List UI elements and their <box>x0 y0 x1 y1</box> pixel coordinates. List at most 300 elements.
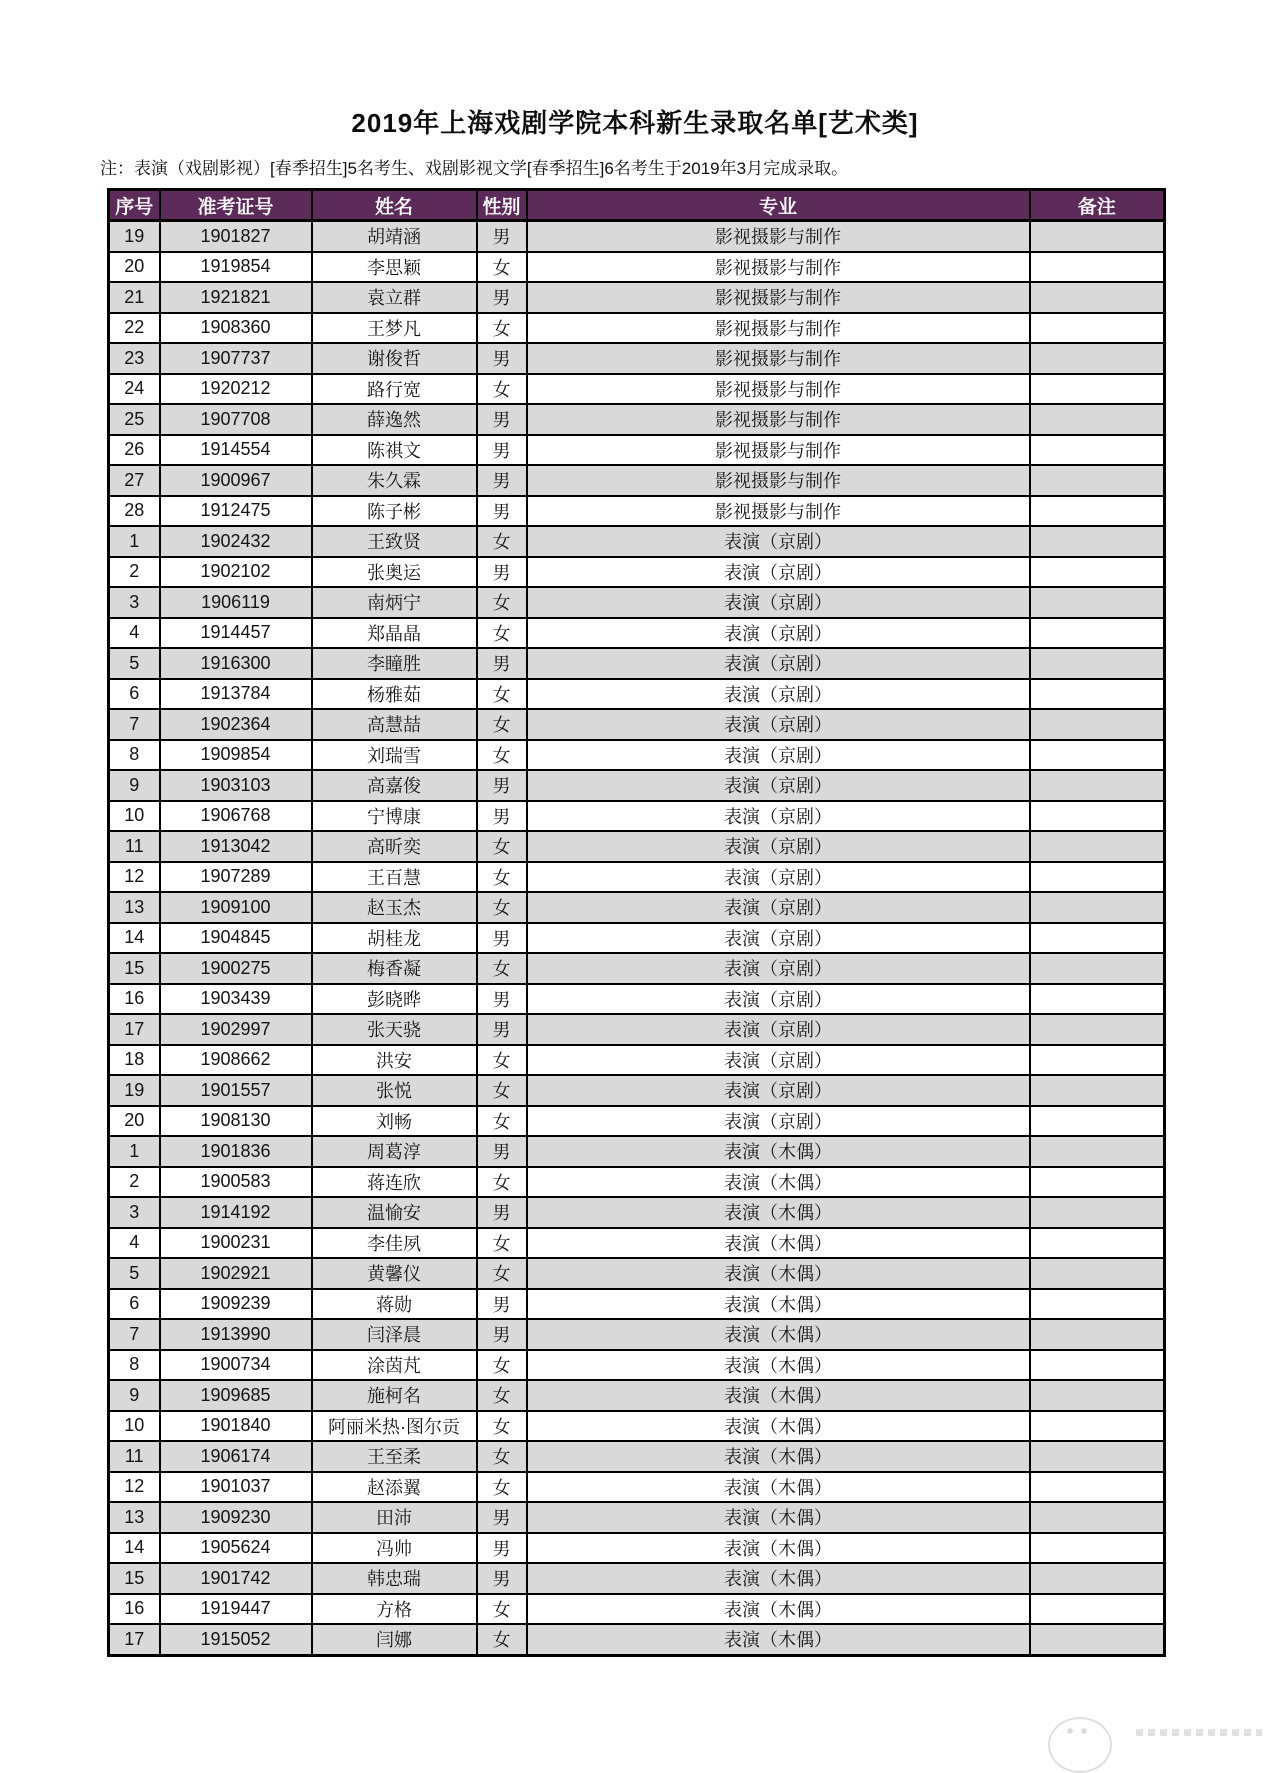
cell-gender: 男 <box>477 1197 527 1228</box>
cell-gender: 女 <box>477 1472 527 1503</box>
cell-exam-id: 1913042 <box>160 831 312 862</box>
cell-seq: 10 <box>109 1411 160 1442</box>
cell-major: 表演（木偶） <box>527 1533 1030 1564</box>
cell-seq: 28 <box>109 496 160 527</box>
cell-gender: 女 <box>477 1411 527 1442</box>
cell-exam-id: 1920212 <box>160 374 312 405</box>
cell-major: 影视摄影与制作 <box>527 496 1030 527</box>
cell-exam-id: 1907737 <box>160 343 312 374</box>
cell-major: 表演（木偶） <box>527 1411 1030 1442</box>
cell-gender: 男 <box>477 770 527 801</box>
cell-exam-id: 1901557 <box>160 1075 312 1106</box>
cell-exam-id: 1909230 <box>160 1502 312 1533</box>
cell-seq: 13 <box>109 892 160 923</box>
cell-gender: 女 <box>477 374 527 405</box>
cell-name: 方格 <box>312 1594 477 1625</box>
cell-exam-id: 1900275 <box>160 953 312 984</box>
cell-gender: 男 <box>477 282 527 313</box>
table-row <box>109 862 1165 893</box>
table-row <box>109 1136 1165 1167</box>
cell-seq: 13 <box>109 1502 160 1533</box>
table-row <box>109 1472 1165 1503</box>
cell-seq: 24 <box>109 374 160 405</box>
cell-seq: 18 <box>109 1045 160 1076</box>
cell-remarks <box>1030 801 1165 832</box>
cell-major: 表演（京剧） <box>527 770 1030 801</box>
cell-seq: 16 <box>109 984 160 1015</box>
cell-name: 温愉安 <box>312 1197 477 1228</box>
cell-name: 刘畅 <box>312 1106 477 1137</box>
cell-exam-id: 1901840 <box>160 1411 312 1442</box>
table-row <box>109 1380 1165 1411</box>
cell-major: 表演（京剧） <box>527 1014 1030 1045</box>
cell-seq: 7 <box>109 1319 160 1350</box>
cell-gender: 女 <box>477 709 527 740</box>
cell-remarks <box>1030 892 1165 923</box>
col-header-gender: 性别 <box>477 190 527 221</box>
cell-gender: 女 <box>477 1380 527 1411</box>
cell-major: 表演（京剧） <box>527 526 1030 557</box>
cell-remarks <box>1030 313 1165 344</box>
cell-gender: 男 <box>477 1563 527 1594</box>
cell-major: 表演（京剧） <box>527 801 1030 832</box>
cell-gender: 男 <box>477 496 527 527</box>
cell-seq: 17 <box>109 1624 160 1655</box>
cell-exam-id: 1909100 <box>160 892 312 923</box>
table-row <box>109 618 1165 649</box>
cell-name: 梅香凝 <box>312 953 477 984</box>
cell-name: 周葛淳 <box>312 1136 477 1167</box>
cell-gender: 女 <box>477 1106 527 1137</box>
cell-seq: 14 <box>109 1533 160 1564</box>
cell-exam-id: 1906119 <box>160 587 312 618</box>
cell-exam-id: 1912475 <box>160 496 312 527</box>
cell-major: 表演（木偶） <box>527 1228 1030 1259</box>
table-row <box>109 1228 1165 1259</box>
cell-gender: 女 <box>477 252 527 283</box>
cell-gender: 男 <box>477 1533 527 1564</box>
table-row <box>109 587 1165 618</box>
cell-remarks <box>1030 1472 1165 1503</box>
cell-remarks <box>1030 435 1165 466</box>
cell-seq: 9 <box>109 1380 160 1411</box>
cell-gender: 男 <box>477 1289 527 1320</box>
table-row <box>109 831 1165 862</box>
cell-remarks <box>1030 374 1165 405</box>
cell-exam-id: 1906174 <box>160 1441 312 1472</box>
cell-exam-id: 1915052 <box>160 1624 312 1655</box>
cell-remarks <box>1030 1441 1165 1472</box>
cell-exam-id: 1919854 <box>160 252 312 283</box>
cell-seq: 12 <box>109 1472 160 1503</box>
cell-gender: 男 <box>477 557 527 588</box>
cell-seq: 15 <box>109 953 160 984</box>
cell-major: 表演（京剧） <box>527 984 1030 1015</box>
table-row <box>109 1075 1165 1106</box>
cell-major: 表演（京剧） <box>527 1106 1030 1137</box>
cell-gender: 男 <box>477 923 527 954</box>
cell-name: 闫泽晨 <box>312 1319 477 1350</box>
cell-seq: 2 <box>109 1167 160 1198</box>
table-row <box>109 953 1165 984</box>
cell-major: 表演（木偶） <box>527 1502 1030 1533</box>
cell-exam-id: 1900583 <box>160 1167 312 1198</box>
cell-major: 表演（京剧） <box>527 557 1030 588</box>
page-content <box>100 0 1163 1657</box>
cell-exam-id: 1908130 <box>160 1106 312 1137</box>
note-line: 注：表演（戏剧影视）[春季招生]5名考生、戏剧影视文学[春季招生]6名考生于2019年3月完成录取。 <box>100 159 849 178</box>
cell-remarks <box>1030 1045 1165 1076</box>
cell-remarks <box>1030 1289 1165 1320</box>
cell-remarks <box>1030 1350 1165 1381</box>
cell-remarks <box>1030 526 1165 557</box>
cell-major: 表演（木偶） <box>527 1472 1030 1503</box>
cell-major: 表演（木偶） <box>527 1258 1030 1289</box>
cell-exam-id: 1900967 <box>160 465 312 496</box>
cell-major: 影视摄影与制作 <box>527 282 1030 313</box>
cell-gender: 女 <box>477 1258 527 1289</box>
cell-name: 洪安 <box>312 1045 477 1076</box>
cell-gender: 女 <box>477 679 527 710</box>
table-row <box>109 1441 1165 1472</box>
cell-name: 蒋勋 <box>312 1289 477 1320</box>
cell-exam-id: 1913784 <box>160 679 312 710</box>
cell-remarks <box>1030 862 1165 893</box>
cell-remarks <box>1030 709 1165 740</box>
table-row <box>109 1533 1165 1564</box>
cell-name: 高慧喆 <box>312 709 477 740</box>
col-header-major: 专业 <box>527 190 1030 221</box>
cell-remarks <box>1030 1106 1165 1137</box>
cell-gender: 男 <box>477 648 527 679</box>
cell-gender: 女 <box>477 740 527 771</box>
cell-major: 影视摄影与制作 <box>527 465 1030 496</box>
col-header-exam-id: 准考证号 <box>160 190 312 221</box>
table-header <box>109 190 1165 221</box>
table-row <box>109 1624 1165 1655</box>
cell-exam-id: 1914554 <box>160 435 312 466</box>
cell-remarks <box>1030 679 1165 710</box>
cell-exam-id: 1909239 <box>160 1289 312 1320</box>
table-row <box>109 343 1165 374</box>
cell-major: 影视摄影与制作 <box>527 343 1030 374</box>
cell-seq: 3 <box>109 1197 160 1228</box>
table-row <box>109 496 1165 527</box>
cell-major: 表演（京剧） <box>527 1075 1030 1106</box>
cell-seq: 4 <box>109 618 160 649</box>
cell-major: 表演（木偶） <box>527 1136 1030 1167</box>
cell-remarks <box>1030 1563 1165 1594</box>
cell-seq: 26 <box>109 435 160 466</box>
cell-gender: 女 <box>477 1441 527 1472</box>
table-row <box>109 1045 1165 1076</box>
cell-gender: 女 <box>477 526 527 557</box>
cell-exam-id: 1913990 <box>160 1319 312 1350</box>
cell-seq: 5 <box>109 1258 160 1289</box>
table-row <box>109 526 1165 557</box>
cell-seq: 20 <box>109 252 160 283</box>
table-row <box>109 679 1165 710</box>
cell-name: 胡桂龙 <box>312 923 477 954</box>
table-row <box>109 465 1165 496</box>
admission-table <box>107 188 1166 1657</box>
table-row <box>109 313 1165 344</box>
cell-name: 李瞳胜 <box>312 648 477 679</box>
cell-name: 王至柔 <box>312 1441 477 1472</box>
cell-gender: 女 <box>477 1045 527 1076</box>
cell-gender: 女 <box>477 1594 527 1625</box>
cell-exam-id: 1901827 <box>160 221 312 252</box>
cell-name: 闫娜 <box>312 1624 477 1655</box>
cell-exam-id: 1907708 <box>160 404 312 435</box>
cell-exam-id: 1902921 <box>160 1258 312 1289</box>
cell-name: 黄馨仪 <box>312 1258 477 1289</box>
cell-gender: 男 <box>477 343 527 374</box>
table-row <box>109 221 1165 252</box>
cell-exam-id: 1916300 <box>160 648 312 679</box>
table-row <box>109 374 1165 405</box>
cell-remarks <box>1030 953 1165 984</box>
cell-seq: 16 <box>109 1594 160 1625</box>
cell-seq: 9 <box>109 770 160 801</box>
cell-gender: 女 <box>477 953 527 984</box>
cell-remarks <box>1030 1411 1165 1442</box>
cell-exam-id: 1903439 <box>160 984 312 1015</box>
cell-exam-id: 1905624 <box>160 1533 312 1564</box>
cell-major: 表演（京剧） <box>527 953 1030 984</box>
cell-major: 表演（木偶） <box>527 1624 1030 1655</box>
cell-seq: 8 <box>109 740 160 771</box>
cell-name: 郑晶晶 <box>312 618 477 649</box>
cell-gender: 女 <box>477 862 527 893</box>
cell-seq: 4 <box>109 1228 160 1259</box>
cell-remarks <box>1030 221 1165 252</box>
cell-exam-id: 1903103 <box>160 770 312 801</box>
cell-seq: 8 <box>109 1350 160 1381</box>
cell-major: 表演（木偶） <box>527 1594 1030 1625</box>
table-row <box>109 1014 1165 1045</box>
cell-gender: 男 <box>477 404 527 435</box>
cell-gender: 男 <box>477 465 527 496</box>
table-row <box>109 1197 1165 1228</box>
table-row <box>109 1167 1165 1198</box>
cell-seq: 21 <box>109 282 160 313</box>
cell-remarks <box>1030 1014 1165 1045</box>
col-header-name: 姓名 <box>312 190 477 221</box>
cell-name: 朱久霖 <box>312 465 477 496</box>
header-row <box>109 190 1165 221</box>
cell-gender: 女 <box>477 1624 527 1655</box>
cell-seq: 27 <box>109 465 160 496</box>
cell-seq: 19 <box>109 221 160 252</box>
cell-gender: 女 <box>477 587 527 618</box>
cell-remarks <box>1030 923 1165 954</box>
cell-major: 表演（京剧） <box>527 679 1030 710</box>
cell-major: 影视摄影与制作 <box>527 435 1030 466</box>
table-row <box>109 709 1165 740</box>
cell-major: 影视摄影与制作 <box>527 313 1030 344</box>
cell-seq: 11 <box>109 1441 160 1472</box>
cell-seq: 25 <box>109 404 160 435</box>
cell-remarks <box>1030 1075 1165 1106</box>
cell-major: 表演（京剧） <box>527 587 1030 618</box>
cell-major: 表演（木偶） <box>527 1380 1030 1411</box>
watermark-logo <box>1048 1717 1112 1773</box>
cell-remarks <box>1030 1228 1165 1259</box>
table-row <box>109 404 1165 435</box>
cell-gender: 女 <box>477 831 527 862</box>
table-row <box>109 1411 1165 1442</box>
cell-seq: 14 <box>109 923 160 954</box>
cell-major: 影视摄影与制作 <box>527 221 1030 252</box>
cell-gender: 女 <box>477 1075 527 1106</box>
table-row <box>109 1106 1165 1137</box>
cell-major: 表演（木偶） <box>527 1319 1030 1350</box>
cell-gender: 女 <box>477 313 527 344</box>
table-row <box>109 1563 1165 1594</box>
cell-exam-id: 1902997 <box>160 1014 312 1045</box>
cell-name: 张奥运 <box>312 557 477 588</box>
cell-gender: 男 <box>477 1319 527 1350</box>
cell-remarks <box>1030 648 1165 679</box>
table-row <box>109 984 1165 1015</box>
cell-remarks <box>1030 770 1165 801</box>
cell-seq: 11 <box>109 831 160 862</box>
cell-name: 韩忠瑞 <box>312 1563 477 1594</box>
cell-remarks <box>1030 404 1165 435</box>
cell-gender: 男 <box>477 984 527 1015</box>
table-row <box>109 1502 1165 1533</box>
cell-exam-id: 1906768 <box>160 801 312 832</box>
cell-name: 蒋连欣 <box>312 1167 477 1198</box>
table-row <box>109 740 1165 771</box>
cell-seq: 1 <box>109 1136 160 1167</box>
cell-major: 表演（木偶） <box>527 1441 1030 1472</box>
cell-gender: 男 <box>477 435 527 466</box>
cell-major: 表演（京剧） <box>527 1045 1030 1076</box>
cell-exam-id: 1904845 <box>160 923 312 954</box>
cell-exam-id: 1902102 <box>160 557 312 588</box>
cell-name: 陈祺文 <box>312 435 477 466</box>
table-row <box>109 801 1165 832</box>
cell-remarks <box>1030 984 1165 1015</box>
cell-gender: 女 <box>477 1350 527 1381</box>
cell-name: 袁立群 <box>312 282 477 313</box>
cell-name: 李思颖 <box>312 252 477 283</box>
table-row <box>109 1350 1165 1381</box>
cell-exam-id: 1902432 <box>160 526 312 557</box>
cell-remarks <box>1030 1533 1165 1564</box>
cell-name: 路行宽 <box>312 374 477 405</box>
cell-seq: 1 <box>109 526 160 557</box>
cell-name: 施柯名 <box>312 1380 477 1411</box>
cell-name: 赵添翼 <box>312 1472 477 1503</box>
cell-seq: 20 <box>109 1106 160 1137</box>
cell-remarks <box>1030 1594 1165 1625</box>
cell-remarks <box>1030 740 1165 771</box>
cell-exam-id: 1901836 <box>160 1136 312 1167</box>
cell-major: 表演（木偶） <box>527 1167 1030 1198</box>
cell-gender: 男 <box>477 1014 527 1045</box>
table-row <box>109 648 1165 679</box>
cell-name: 杨雅茹 <box>312 679 477 710</box>
cell-major: 表演（京剧） <box>527 709 1030 740</box>
cell-seq: 22 <box>109 313 160 344</box>
cell-exam-id: 1900231 <box>160 1228 312 1259</box>
watermark-text <box>1136 1729 1262 1736</box>
cell-gender: 女 <box>477 892 527 923</box>
cell-exam-id: 1909685 <box>160 1380 312 1411</box>
cell-name: 谢俊哲 <box>312 343 477 374</box>
cell-name: 彭晓晔 <box>312 984 477 1015</box>
cell-seq: 3 <box>109 587 160 618</box>
table-row <box>109 557 1165 588</box>
cell-name: 阿丽米热·图尔贡 <box>312 1411 477 1442</box>
table-row <box>109 1319 1165 1350</box>
cell-seq: 12 <box>109 862 160 893</box>
col-header-remarks: 备注 <box>1030 190 1165 221</box>
cell-gender: 女 <box>477 1228 527 1259</box>
cell-seq: 6 <box>109 1289 160 1320</box>
cell-exam-id: 1908662 <box>160 1045 312 1076</box>
table-row <box>109 923 1165 954</box>
table-body <box>109 221 1165 1656</box>
cell-exam-id: 1909854 <box>160 740 312 771</box>
cell-seq: 15 <box>109 1563 160 1594</box>
cell-remarks <box>1030 618 1165 649</box>
cell-remarks <box>1030 252 1165 283</box>
cell-major: 表演（京剧） <box>527 648 1030 679</box>
table-row <box>109 1258 1165 1289</box>
cell-name: 宁博康 <box>312 801 477 832</box>
cell-seq: 17 <box>109 1014 160 1045</box>
cell-name: 赵玉杰 <box>312 892 477 923</box>
cell-major: 表演（京剧） <box>527 862 1030 893</box>
table-row <box>109 1289 1165 1320</box>
cell-remarks <box>1030 496 1165 527</box>
cell-remarks <box>1030 1197 1165 1228</box>
cell-major: 表演（木偶） <box>527 1350 1030 1381</box>
cell-seq: 23 <box>109 343 160 374</box>
cell-gender: 男 <box>477 1136 527 1167</box>
cell-name: 高昕奕 <box>312 831 477 862</box>
cell-major: 表演（木偶） <box>527 1197 1030 1228</box>
cell-seq: 2 <box>109 557 160 588</box>
cell-remarks <box>1030 1502 1165 1533</box>
cell-major: 表演（木偶） <box>527 1563 1030 1594</box>
cell-name: 陈子彬 <box>312 496 477 527</box>
cell-exam-id: 1907289 <box>160 862 312 893</box>
cell-name: 王梦凡 <box>312 313 477 344</box>
table-row <box>109 252 1165 283</box>
cell-name: 高嘉俊 <box>312 770 477 801</box>
cell-remarks <box>1030 587 1165 618</box>
table-row <box>109 435 1165 466</box>
cell-seq: 10 <box>109 801 160 832</box>
page-title: 2019年上海戏剧学院本科新生录取名单[艺术类] <box>351 108 919 138</box>
cell-seq: 6 <box>109 679 160 710</box>
cell-remarks <box>1030 1380 1165 1411</box>
cell-exam-id: 1900734 <box>160 1350 312 1381</box>
cell-remarks <box>1030 282 1165 313</box>
cell-name: 薛逸然 <box>312 404 477 435</box>
cell-name: 胡靖涵 <box>312 221 477 252</box>
cell-remarks <box>1030 1258 1165 1289</box>
cell-remarks <box>1030 1167 1165 1198</box>
cell-name: 涂茵芃 <box>312 1350 477 1381</box>
cell-gender: 男 <box>477 1502 527 1533</box>
cell-remarks <box>1030 1624 1165 1655</box>
